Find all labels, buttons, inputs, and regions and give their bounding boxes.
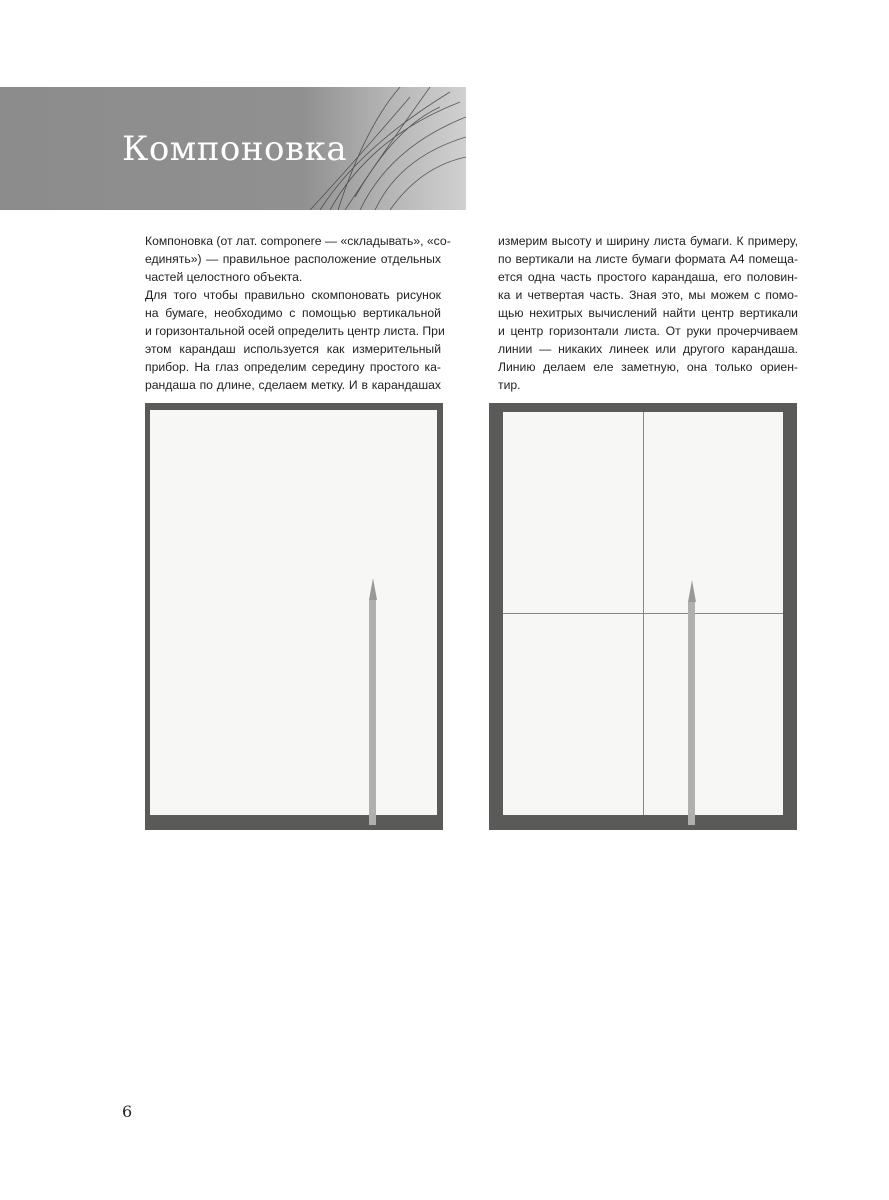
text-column-left [145,232,451,394]
text-line: Линию делаем еле заметную, она только ориен- [498,360,798,374]
text-line: щью нехитрых вычислений найти центр вертикали [498,306,798,320]
text-line: рандаша по длине, сделаем метку. И в карандашах [145,378,441,392]
text-line: и центр горизонтали листа. От руки прочерчиваем [498,324,798,338]
horizontal-axis-line [503,613,783,614]
text-line: тир. [498,378,521,392]
header-band [0,87,466,210]
text-line: измерим высоту и ширину листа бумаги. К примеру, [498,234,798,248]
text-line: и горизонтальной осей определить центр листа. При [145,324,445,338]
text-line: этом карандаш используется как измерительный [145,342,441,356]
text-line: единять») — правильное расположение отдельных [145,252,441,266]
pencil [369,600,376,825]
text-column-right [498,232,798,394]
text-line: ется одна часть простого карандаша, его половин- [498,270,798,284]
text-line: Для того чтобы правильно скомпоновать рисунок [145,288,441,302]
photo-blank-sheet-with-pencil [145,403,443,830]
text-line: ка и четвертая часть. Зная это, мы можем с помо- [498,288,798,302]
text-line: прибор. На глаз определим середину простого ка- [145,360,441,374]
pencil-tip [688,580,696,602]
text-line: на бумаге, необходимо с помощью вертикальной [145,306,441,320]
photo-sheet-with-axes [489,403,797,830]
pencil-tip [369,578,377,600]
text-line: частей целостного объекта. [145,270,303,284]
pencil [688,602,695,825]
page-number: 6 [122,1102,133,1121]
text-line: Компоновка (от лат. componere — «складывать», «со- [145,234,451,248]
text-line: линии — никаких линеек или другого карандаша. [498,342,798,356]
text-line: по вертикали на листе бумаги формата А4 помеща- [498,252,798,266]
paper-sheet [150,410,437,815]
page-title: Компоновка [122,129,348,169]
